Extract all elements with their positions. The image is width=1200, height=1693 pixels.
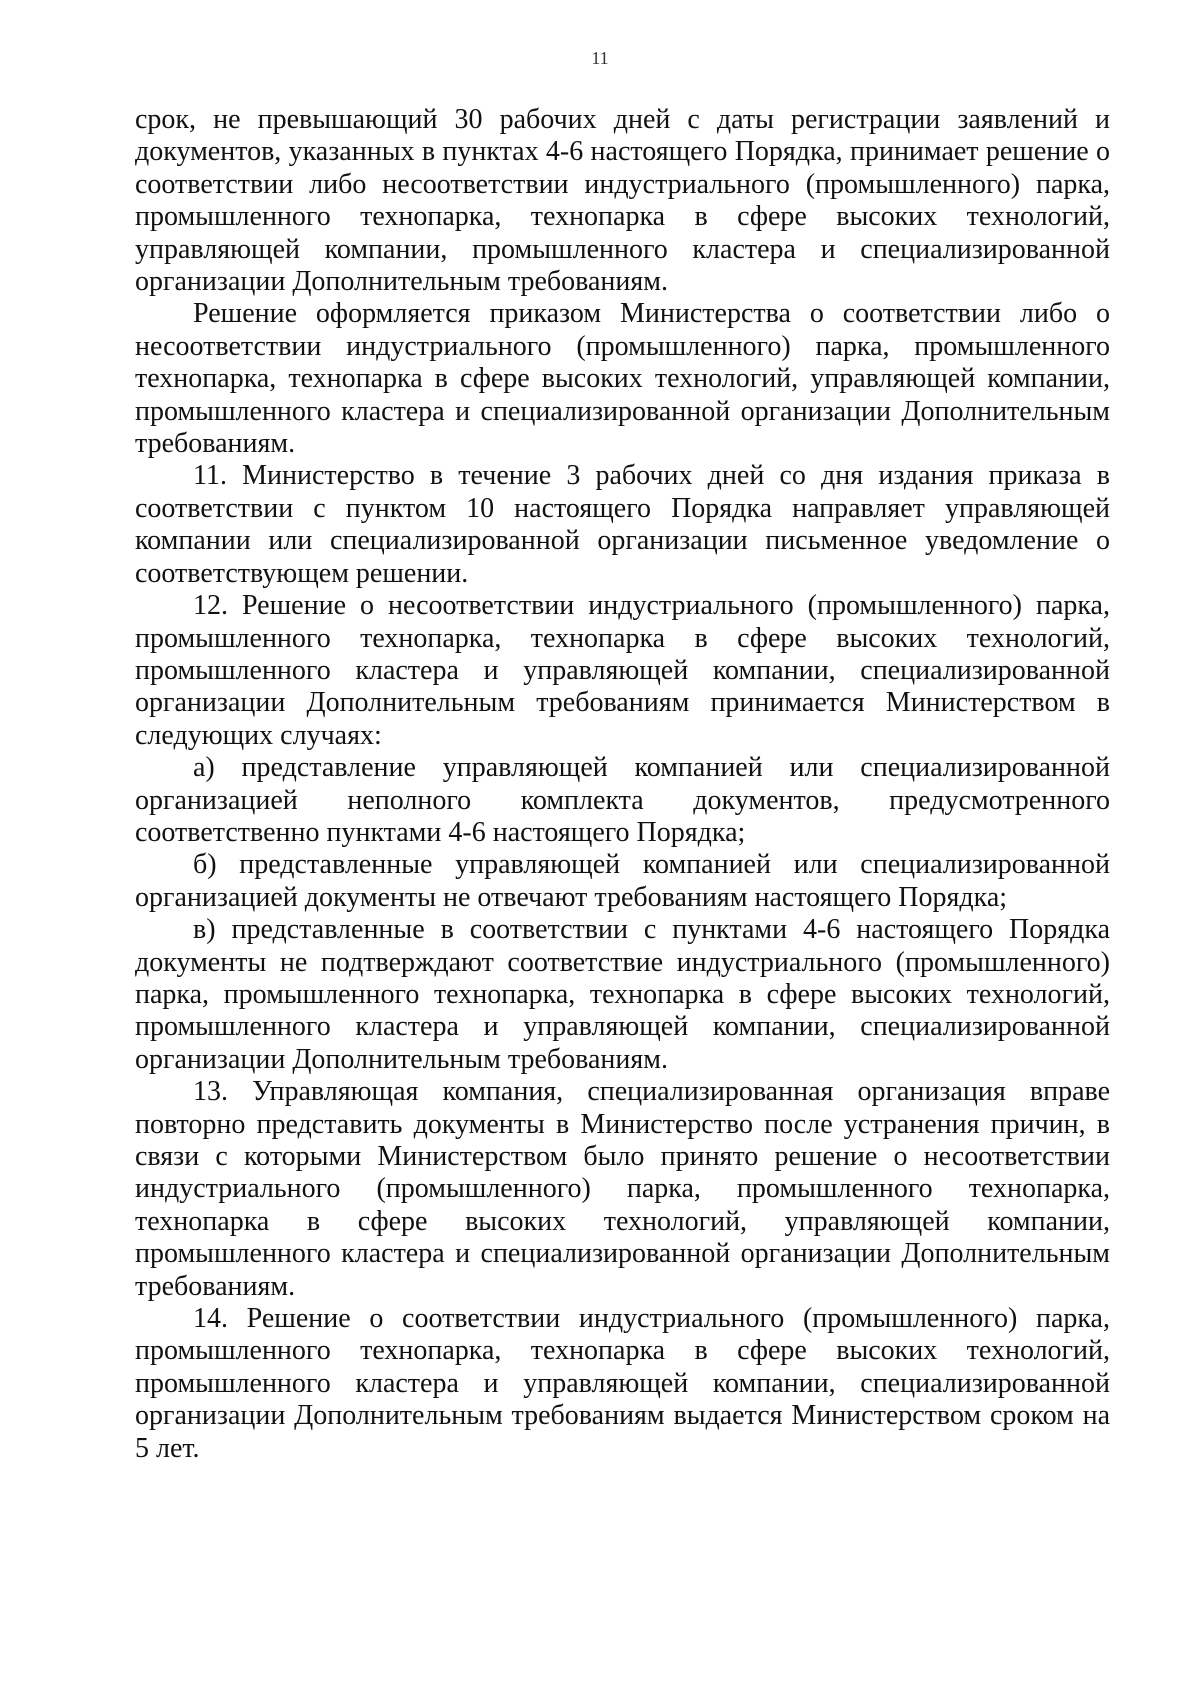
paragraph-decision-order: Решение оформляется приказом Министерства о соответствии либо о несоответствии индустриального (промышленного) парка, промышленного технопарка, технопарка в сфере высоких технологий, управляющей компании, промышленного кластера и специализированной организации Дополнительным требованиям. <box>135 298 1110 460</box>
paragraph-item-12: 12. Решение о несоответствии индустриального (промышленного) парка, промышленного технопарка, технопарка в сфере высоких технологий, промышленного кластера и управляющей компании, специализированной организации Дополнительным требованиям принимается Министерством в следующих случаях: <box>135 590 1110 751</box>
paragraph-item-12-v: в) представленные в соответствии с пунктами 4-6 настоящего Порядка документы не подтверждают соответствие индустриального (промышленного) парка, промышленного технопарка, технопарка в сфере высоких технологий, промышленного кластера и управляющей компании, специализированной организации Дополнительным требованиям. <box>135 914 1110 1075</box>
paragraph-item-11: 11. Министерство в течение 3 рабочих дней со дня издания приказа в соответствии с пунктом 10 настоящего Порядка направляет управляющей компании или специализированной организации письменное уведомление о соответствующем решении. <box>135 460 1110 589</box>
paragraph-item-12-a: а) представление управляющей компанией или специализированной организацией неполного комплекта документов, предусмотренного соответственно пунктами 4-6 настоящего Порядка; <box>135 752 1110 848</box>
paragraph-item-13: 13. Управляющая компания, специализированная организация вправе повторно представить документы в Министерство после устранения причин, в связи с которыми Министерством было принято решение о несоответствии индустриального (промышленного) парка, промышленного технопарка, технопарка в сфере высоких технологий, управляющей компании, промышленного кластера и специализированной организации Дополнительным требованиям. <box>135 1076 1110 1302</box>
paragraph-continuation: срок, не превышающий 30 рабочих дней с даты регистрации заявлений и документов, указанных в пунктах 4-6 настоящего Порядка, принимает решение о соответствии либо несоответствии индустриального (промышленного) парка, промышленного технопарка, технопарка в сфере высоких технологий, управляющей компании, промышленного кластера и специализированной организации Дополнительным требованиям. <box>135 104 1110 298</box>
paragraph-item-14: 14. Решение о соответствии индустриального (промышленного) парка, промышленного технопарка, технопарка в сфере высоких технологий, промышленного кластера и управляющей компании, специализированной организации Дополнительным требованиям выдается Министерством сроком на 5 лет. <box>135 1303 1110 1464</box>
document-body <box>135 104 1110 1465</box>
paragraph-item-12-b: б) представленные управляющей компанией или специализированной организацией документы не отвечают требованиям настоящего Порядка; <box>135 849 1110 913</box>
page-number: 11 <box>591 48 609 68</box>
